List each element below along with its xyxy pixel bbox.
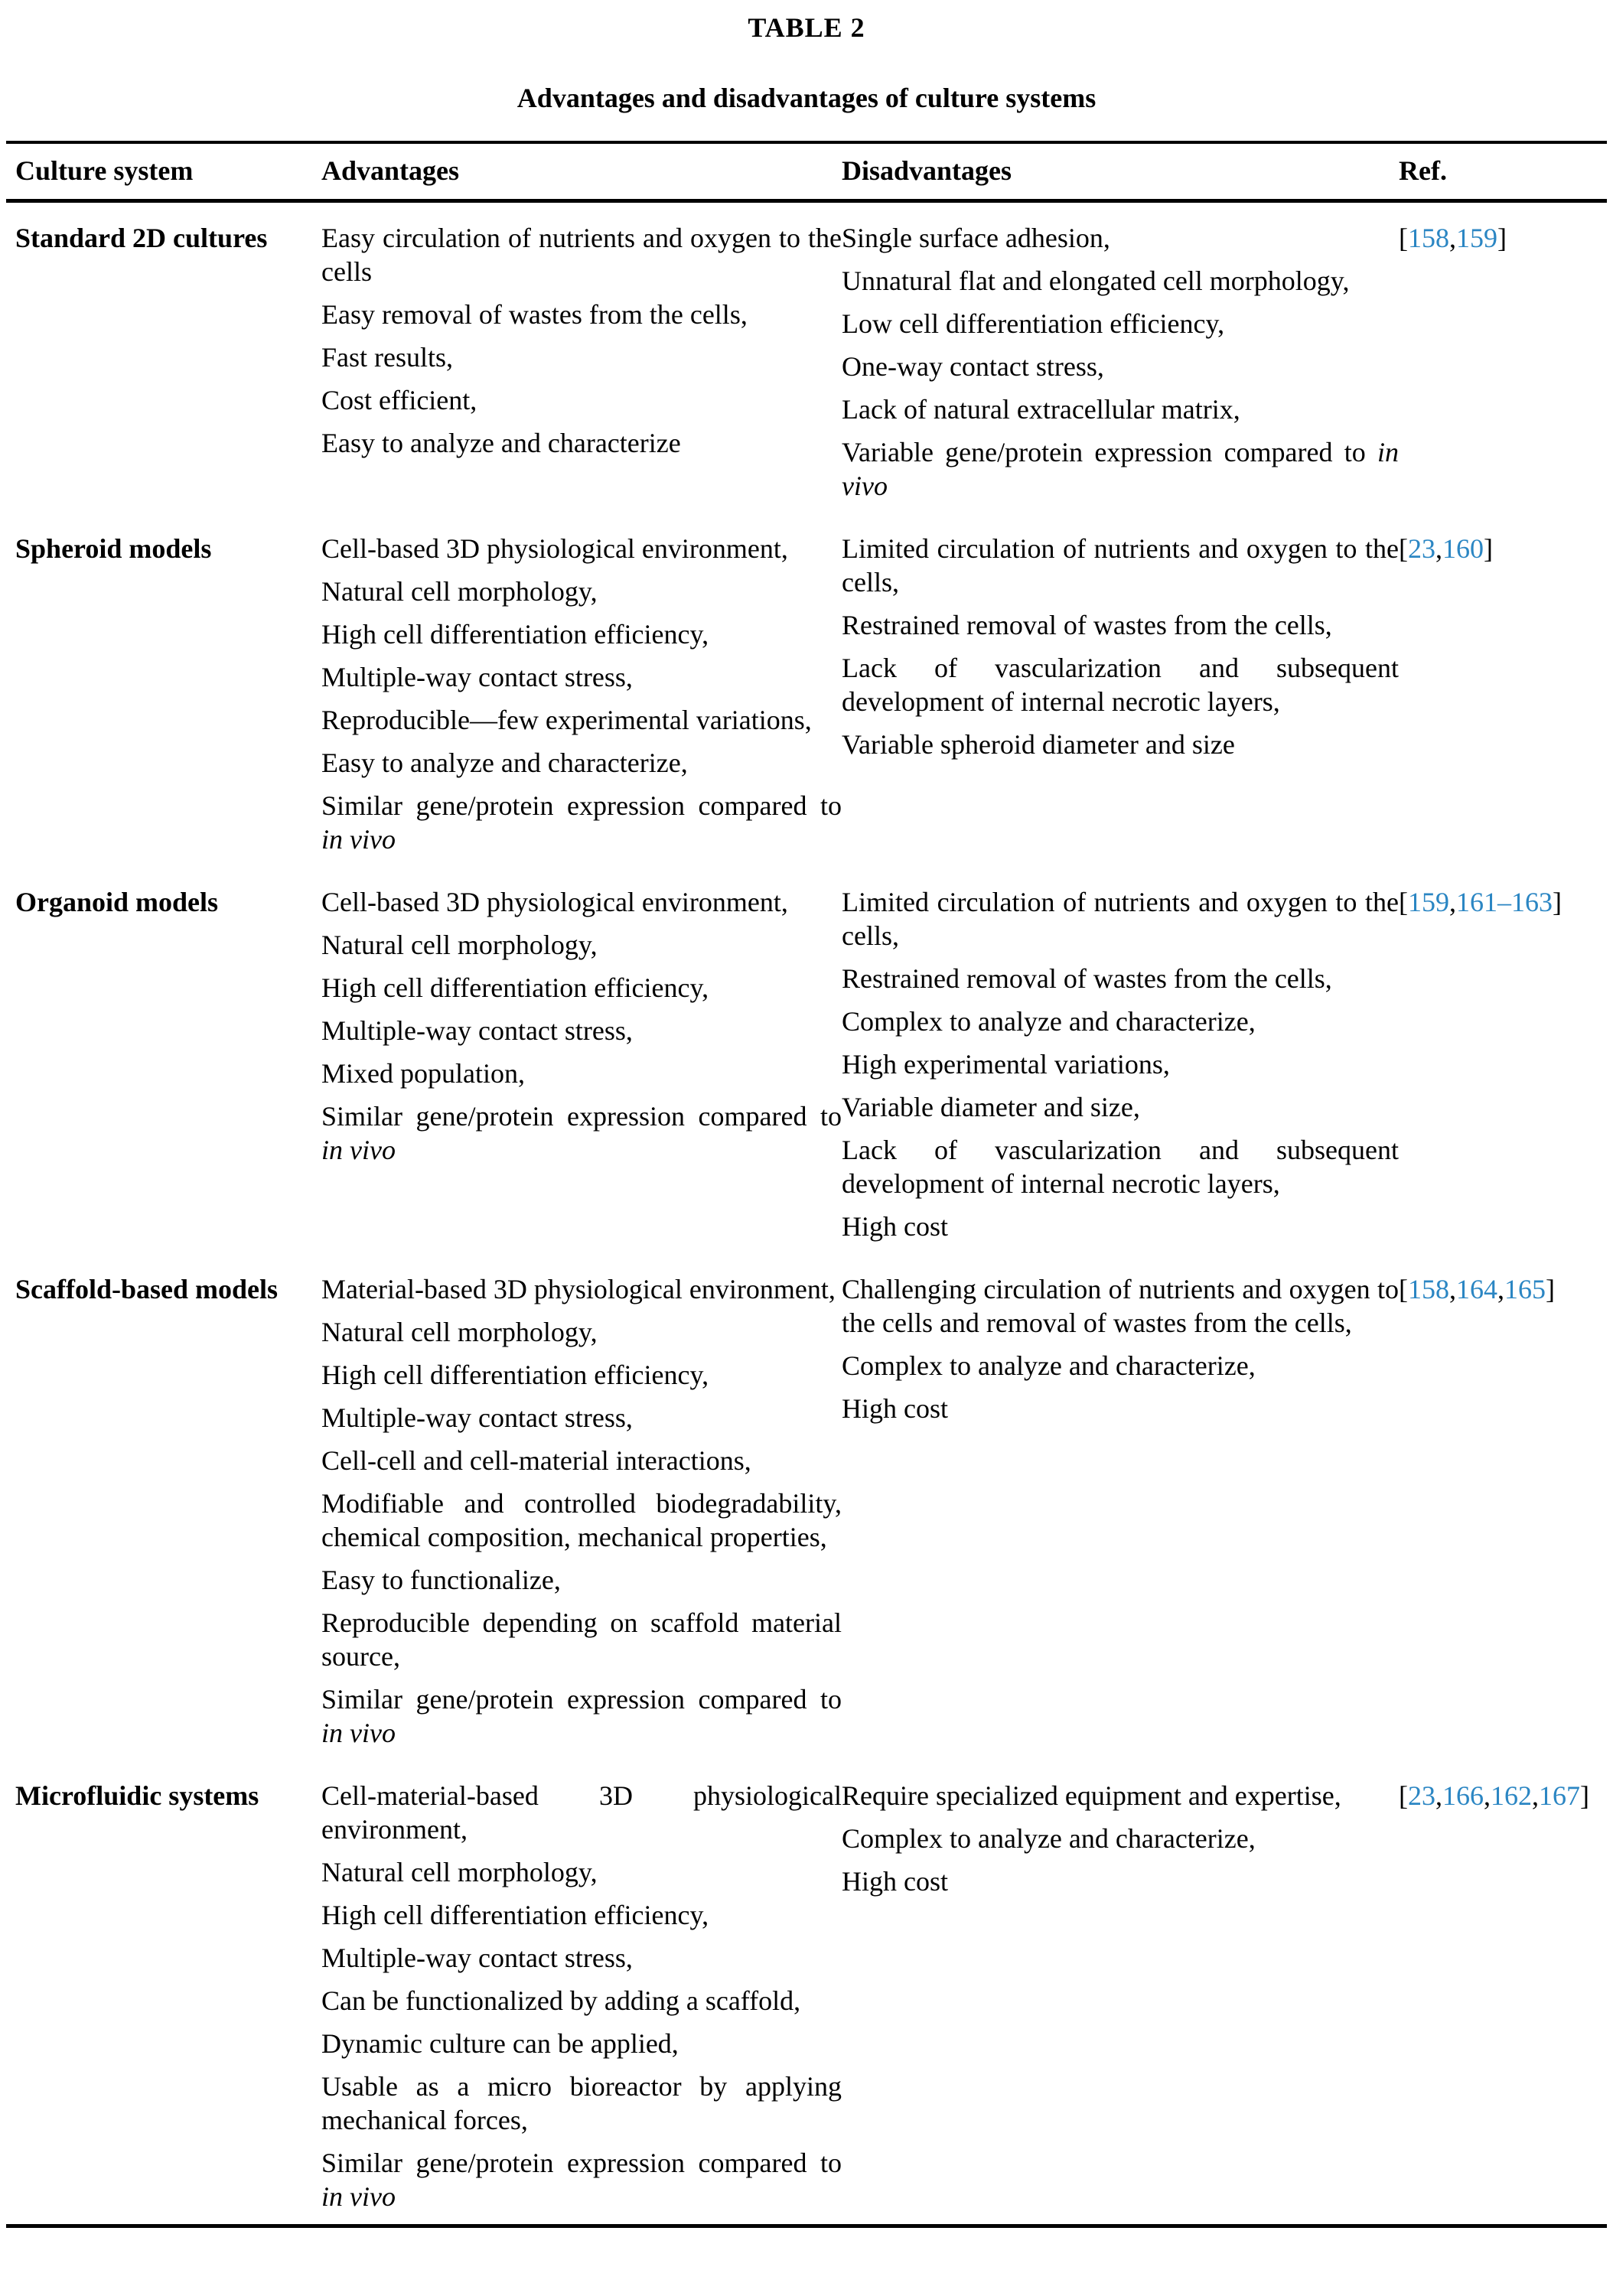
ref-separator: , bbox=[1449, 1274, 1456, 1304]
table-row bbox=[6, 867, 1607, 1254]
advantage-item: Easy removal of wastes from the cells, bbox=[321, 299, 748, 330]
ref-link[interactable]: 158 bbox=[1408, 223, 1449, 253]
advantages-cell bbox=[321, 201, 842, 514]
advantage-item: High cell differentiation efficiency, bbox=[321, 972, 709, 1003]
advantage-item: Usable as a micro bioreactor by applying mechanical forces, bbox=[321, 2071, 842, 2135]
advantage-item: Modifiable and controlled biodegradability, chemical composition, mechanical properties, bbox=[321, 1488, 842, 1552]
disadvantages-cell bbox=[842, 201, 1399, 514]
advantage-item: Natural cell morphology, bbox=[321, 576, 598, 607]
culture-system-name: Spheroid models bbox=[15, 533, 212, 564]
disadvantage-item: Unnatural flat and elongated cell morphology, bbox=[842, 265, 1350, 296]
culture-system-cell bbox=[6, 1760, 321, 2226]
disadvantage-item: Require specialized equipment and expertise, bbox=[842, 1780, 1341, 1811]
disadvantage-item: High cost bbox=[842, 1866, 948, 1897]
table-row bbox=[6, 513, 1607, 867]
ref-bracket: ] bbox=[1484, 533, 1493, 564]
ref-separator: , bbox=[1449, 223, 1456, 253]
disadvantage-item: Variable gene/protein expression compared to in vivo bbox=[842, 437, 1399, 501]
ref-bracket: [ bbox=[1399, 533, 1408, 564]
reference-citation bbox=[1399, 1274, 1555, 1304]
disadvantage-item: Low cell differentiation efficiency, bbox=[842, 308, 1225, 339]
advantages-cell bbox=[321, 1254, 842, 1760]
table-row bbox=[6, 1254, 1607, 1760]
reference-citation bbox=[1399, 1780, 1589, 1811]
advantages-cell bbox=[321, 1760, 842, 2226]
disadvantage-item: One-way contact stress, bbox=[842, 351, 1104, 382]
ref-separator: , bbox=[1484, 1780, 1491, 1811]
disadvantage-item: High cost bbox=[842, 1211, 948, 1242]
advantage-item: Multiple-way contact stress, bbox=[321, 1402, 633, 1433]
disadvantages-cell bbox=[842, 1760, 1399, 2226]
advantage-item: Can be functionalized by adding a scaffold, bbox=[321, 1985, 801, 2016]
header-row bbox=[6, 142, 1607, 201]
advantage-item: Similar gene/protein expression compared to in vivo bbox=[321, 2148, 842, 2212]
disadvantage-item: Lack of vascularization and subsequent development of internal necrotic layers, bbox=[842, 1135, 1399, 1199]
disadvantage-item: Restrained removal of wastes from the cells, bbox=[842, 610, 1332, 640]
advantage-item: Easy circulation of nutrients and oxygen to the cells bbox=[321, 223, 842, 287]
ref-bracket: [ bbox=[1399, 1780, 1408, 1811]
italic-term: in vivo bbox=[321, 1135, 396, 1165]
reference-cell bbox=[1399, 513, 1607, 867]
reference-cell bbox=[1399, 1760, 1607, 2226]
culture-system-cell bbox=[6, 201, 321, 514]
advantage-item: Cell-cell and cell-material interactions, bbox=[321, 1445, 751, 1476]
ref-bracket: [ bbox=[1399, 887, 1408, 917]
culture-system-name: Microfluidic systems bbox=[15, 1780, 259, 1811]
reference-citation bbox=[1399, 223, 1507, 253]
disadvantage-item: High cost bbox=[842, 1393, 948, 1424]
advantage-item: Cost efficient, bbox=[321, 385, 477, 415]
table-row bbox=[6, 201, 1607, 514]
advantage-item: Easy to analyze and characterize bbox=[321, 428, 681, 458]
culture-system-cell bbox=[6, 867, 321, 1254]
column-header-culture-system: Culture system bbox=[15, 155, 194, 186]
italic-term: in vivo bbox=[842, 437, 1399, 501]
disadvantage-item: Complex to analyze and characterize, bbox=[842, 1823, 1256, 1854]
culture-system-name: Standard 2D cultures bbox=[15, 223, 268, 253]
disadvantage-item: Lack of natural extracellular matrix, bbox=[842, 394, 1240, 425]
advantage-item: Mixed population, bbox=[321, 1058, 525, 1089]
italic-term: in vivo bbox=[321, 1718, 396, 1748]
column-header-advantages: Advantages bbox=[321, 155, 460, 186]
reference-citation bbox=[1399, 887, 1562, 917]
advantages-cell bbox=[321, 867, 842, 1254]
disadvantage-item: Complex to analyze and characterize, bbox=[842, 1350, 1256, 1381]
disadvantage-item: Complex to analyze and characterize, bbox=[842, 1006, 1256, 1037]
advantage-item: Similar gene/protein expression compared to in vivo bbox=[321, 790, 842, 855]
ref-separator: , bbox=[1532, 1780, 1539, 1811]
ref-link[interactable]: 167 bbox=[1539, 1780, 1580, 1811]
ref-bracket: ] bbox=[1546, 1274, 1555, 1304]
ref-bracket: [ bbox=[1399, 223, 1408, 253]
column-header-ref: Ref. bbox=[1399, 155, 1447, 186]
advantage-item: Easy to functionalize, bbox=[321, 1565, 561, 1595]
ref-bracket: ] bbox=[1553, 887, 1562, 917]
disadvantages-cell bbox=[842, 1254, 1399, 1760]
advantage-item: Material-based 3D physiological environment, bbox=[321, 1274, 836, 1304]
advantage-item: Reproducible—few experimental variations, bbox=[321, 705, 812, 735]
advantage-item: Natural cell morphology, bbox=[321, 1317, 598, 1347]
advantage-item: Easy to analyze and characterize, bbox=[321, 747, 688, 778]
ref-link[interactable]: 166 bbox=[1442, 1780, 1484, 1811]
advantage-item: Cell-based 3D physiological environment, bbox=[321, 887, 788, 917]
ref-link[interactable]: 160 bbox=[1442, 533, 1484, 564]
ref-link[interactable]: 23 bbox=[1408, 533, 1435, 564]
table-header bbox=[6, 142, 1607, 201]
disadvantage-item: Variable diameter and size, bbox=[842, 1092, 1140, 1122]
advantage-item: Natural cell morphology, bbox=[321, 1857, 598, 1887]
reference-citation bbox=[1399, 533, 1493, 564]
disadvantage-item: High experimental variations, bbox=[842, 1049, 1170, 1080]
disadvantage-item: Limited circulation of nutrients and oxygen to the cells, bbox=[842, 533, 1399, 598]
advantage-item: High cell differentiation efficiency, bbox=[321, 1360, 709, 1390]
table-label: TABLE 2 bbox=[748, 12, 865, 43]
culture-system-cell bbox=[6, 1254, 321, 1760]
reference-cell bbox=[1399, 201, 1607, 514]
ref-separator: , bbox=[1497, 1274, 1504, 1304]
advantage-item: Cell-based 3D physiological environment, bbox=[321, 533, 788, 564]
ref-link[interactable]: 159 bbox=[1456, 223, 1497, 253]
ref-link[interactable]: 23 bbox=[1408, 1780, 1435, 1811]
italic-term: in vivo bbox=[321, 2181, 396, 2212]
table-row bbox=[6, 1760, 1607, 2226]
ref-link[interactable]: 162 bbox=[1491, 1780, 1532, 1811]
advantage-item: Multiple-way contact stress, bbox=[321, 662, 633, 692]
ref-bracket: ] bbox=[1497, 223, 1507, 253]
ref-link[interactable]: 164 bbox=[1456, 1274, 1497, 1304]
disadvantages-cell bbox=[842, 513, 1399, 867]
column-header-disadvantages: Disadvantages bbox=[842, 155, 1012, 186]
advantage-item: Similar gene/protein expression compared to in vivo bbox=[321, 1684, 842, 1748]
table-caption: Advantages and disadvantages of culture systems bbox=[516, 83, 1097, 113]
culture-system-name: Scaffold-based models bbox=[15, 1274, 279, 1304]
advantage-item: Cell-material-based 3D physiological environment, bbox=[321, 1780, 842, 1845]
ref-bracket: ] bbox=[1580, 1780, 1589, 1811]
ref-link[interactable]: 159 bbox=[1408, 887, 1449, 917]
advantage-item: Similar gene/protein expression compared to in vivo bbox=[321, 1101, 842, 1165]
advantage-item: Dynamic culture can be applied, bbox=[321, 2028, 679, 2059]
italic-term: in vivo bbox=[321, 824, 396, 855]
advantage-item: High cell differentiation efficiency, bbox=[321, 1900, 709, 1930]
ref-separator: , bbox=[1449, 887, 1456, 917]
ref-link[interactable]: 161–163 bbox=[1456, 887, 1553, 917]
ref-link[interactable]: 158 bbox=[1408, 1274, 1449, 1304]
disadvantage-item: Challenging circulation of nutrients and oxygen to the cells and removal of wastes from the cells, bbox=[842, 1274, 1399, 1338]
disadvantage-item: Variable spheroid diameter and size bbox=[842, 729, 1235, 760]
advantage-item: Reproducible depending on scaffold material source, bbox=[321, 1607, 842, 1672]
table-body bbox=[6, 201, 1607, 2226]
advantage-item: Multiple-way contact stress, bbox=[321, 1015, 633, 1046]
ref-separator: , bbox=[1435, 533, 1442, 564]
ref-link[interactable]: 165 bbox=[1504, 1274, 1546, 1304]
disadvantage-item: Limited circulation of nutrients and oxygen to the cells, bbox=[842, 887, 1399, 951]
reference-cell bbox=[1399, 1254, 1607, 1760]
culture-system-name: Organoid models bbox=[15, 887, 219, 917]
culture-systems-table bbox=[6, 141, 1607, 2228]
advantage-item: Natural cell morphology, bbox=[321, 930, 598, 960]
culture-system-cell bbox=[6, 513, 321, 867]
disadvantage-item: Restrained removal of wastes from the cells, bbox=[842, 963, 1332, 994]
advantage-item: Multiple-way contact stress, bbox=[321, 1943, 633, 1973]
ref-bracket: [ bbox=[1399, 1274, 1408, 1304]
disadvantage-item: Single surface adhesion, bbox=[842, 223, 1110, 253]
reference-cell bbox=[1399, 867, 1607, 1254]
advantage-item: Fast results, bbox=[321, 342, 454, 373]
ref-separator: , bbox=[1435, 1780, 1442, 1811]
advantages-cell bbox=[321, 513, 842, 867]
disadvantage-item: Lack of vascularization and subsequent development of internal necrotic layers, bbox=[842, 653, 1399, 717]
disadvantages-cell bbox=[842, 867, 1399, 1254]
advantage-item: High cell differentiation efficiency, bbox=[321, 619, 709, 650]
